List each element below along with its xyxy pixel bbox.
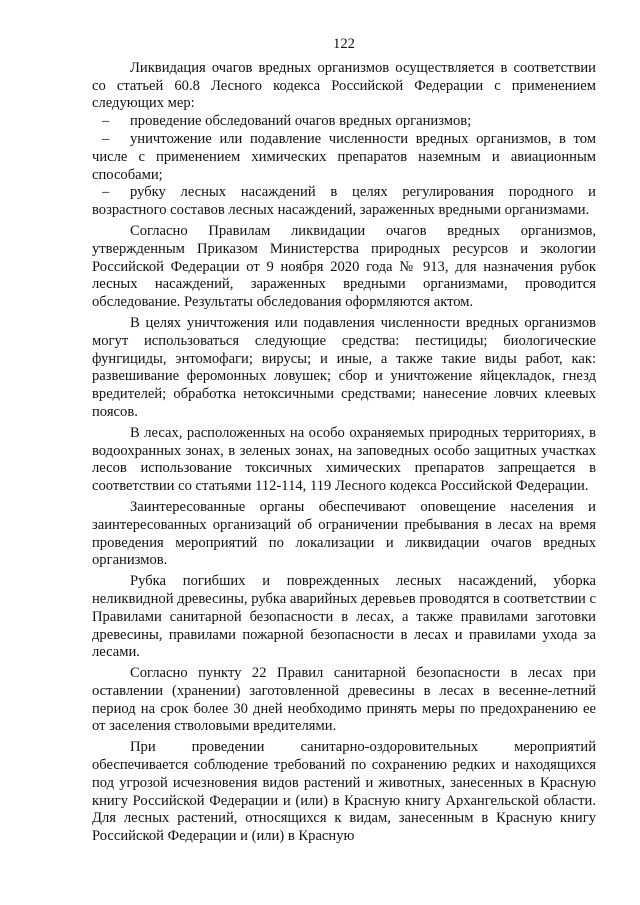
list-item-text: проведение обследований очагов вредных организмов; [130,113,472,130]
paragraph-red-book: При проведении санитарно-оздоровительных мероприятий обеспечивается соблюдение требований по сохранению редких и находящихся под угрозой исчезновения видов растений и животных, занесенных в Красную книгу Российской Федерации и (или) в Красную книгу Архангельской области. Для лесных растений, относящихся к видам, занесенным в Красную книгу Российской Федерации и (или) в Красную [92,739,596,845]
list-dash: – [102,184,110,201]
paragraph-means: В целях уничтожения или подавления численности вредных организмов могут использоваться следующие средства: пестициды; биологические фунгициды, энтомофаги; вирусы; и иные, а также такие виды работ, как: развешивание феромонных ловушек; сбор и уничтожение яйцекладок, гнезд вредителей; обработка нетоксичными средствами; нанесение ловчих клеевых поясов. [92,314,596,420]
paragraph-liquidation-measures: Ликвидация очагов вредных организмов осуществляется в соответствии со статьей 60.8 Лесного кодекса Российской Федерации с применением следующих мер: [92,59,596,112]
paragraph-notification: Заинтересованные органы обеспечивают оповещение населения и заинтересованных организаций об ограничении пребывания в лесах на время проведения мероприятий по локализации и ликвидации очагов вредных организмов. [92,498,596,569]
list-item-survey [92,113,596,131]
page-number: 122 [333,36,355,52]
paragraph-protected-areas: В лесах, расположенных на особо охраняемых природных территориях, в водоохранных зонах, в зеленых зонах, на заповедных особо защитных участках лесов использование токсичных химических препаратов запрещается в соответствии со статьями 112-114, 119 Лесного кодекса Российской Федерации. [92,424,596,495]
list-item-felling [92,184,596,220]
paragraph-rules-survey: Согласно Правилам ликвидации очагов вредных организмов, утвержденным Приказом Министерства природных ресурсов и экологии Российской Федерации от 9 ноября 2020 года № 913, для назначения рубок лесных насаждений, зараженных вредными организмами, проводится обследование. Результаты обследования оформляются актом. [92,222,596,311]
list-item-destruction [92,131,596,184]
list-dash: – [102,113,110,130]
list-dash: – [102,130,110,147]
list-item-text: уничтожение или подавление численности вредных организмов, в том числе с применением химических препаратов наземным и авиационным способами; [92,130,596,183]
paragraph-storage: Согласно пункту 22 Правил санитарной безопасности в лесах при оставлении (хранении) заготовленной древесины в лесах в весенне-летний период на срок более 30 дней необходимо принять меры по предохранению ее от заселения стволовыми вредителями. [92,665,596,735]
paragraph-felling-rules: Рубка погибших и поврежденных лесных насаждений, уборка неликвидной древесины, рубка аварийных деревьев проводятся в соответствии с Правилами санитарной безопасности в лесах, а также правилами заготовки древесины, правилами пожарной безопасности в лесах и правилами ухода за лесами. [92,573,596,661]
list-item-text: рубку лесных насаждений в целях регулирования породного и возрастного составов лесных насаждений, зараженных вредными организмами. [92,184,596,219]
